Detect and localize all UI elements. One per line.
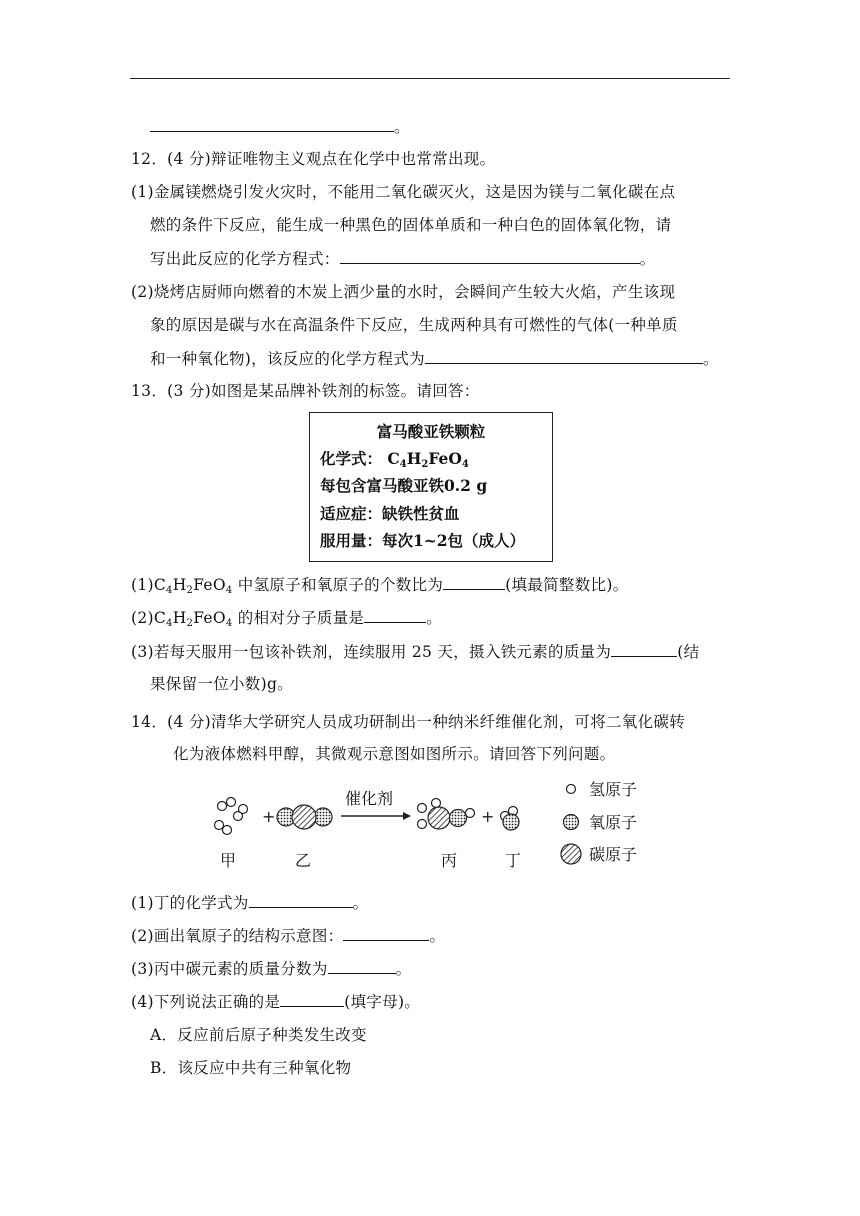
q12-part2-line1: (2)烧烤店厨师向燃着的木炭上洒少量的水时，会瞬间产生较大火焰，产生该现 <box>131 283 676 301</box>
q11-answer-line: 。 <box>150 116 410 137</box>
q14-part2: (2)画出氧原子的结构示意图： 。 <box>131 927 446 945</box>
label-content: 每包含富马酸亚铁0.2 g <box>320 476 488 495</box>
q12-part1-line3: 写出此反应的化学方程式： 。 <box>150 250 656 268</box>
label-jia: 甲 <box>220 851 237 870</box>
reaction-micro-diagram <box>205 778 665 878</box>
molecule-jia-h2 <box>215 798 248 835</box>
answer-blank[interactable] <box>364 607 426 623</box>
legend <box>561 780 637 864</box>
q13-part3-line2: 果保留一位小数)g。 <box>150 675 293 693</box>
legend-carbon: 碳原子 <box>589 845 638 864</box>
q12-part2-line2: 象的原因是碳与水在高温条件下反应，生成两种具有可燃性的气体(一种单质 <box>150 316 678 334</box>
legend-carbon-symbol <box>561 844 581 864</box>
plus-sign: + <box>481 807 495 826</box>
label-ding: 丁 <box>505 851 522 870</box>
label-dosage: 服用量：每次1~2包（成人） <box>320 531 526 550</box>
legend-oxygen: 氧原子 <box>589 813 638 832</box>
page-top-rule <box>130 78 730 79</box>
plus-sign: + <box>262 807 276 826</box>
answer-blank[interactable] <box>425 348 703 364</box>
q14-part1: (1)丁的化学式为 。 <box>131 894 369 912</box>
molecule-bing-methanol <box>418 799 475 830</box>
answer-blank[interactable] <box>340 248 640 264</box>
q14-option-a: A．反应前后原子种类发生改变 <box>150 1026 367 1044</box>
q14-stem-line2: 化为液体燃料甲醇，其微观示意图如图所示。请回答下列问题。 <box>173 745 616 763</box>
answer-blank[interactable] <box>343 925 429 941</box>
q14-stem-line1: 14．(4 分)清华大学研究人员成功研制出一种纳米纤维催化剂，可将二氧化碳转 <box>131 713 686 731</box>
molecule-yi-co2 <box>277 805 332 829</box>
catalyst-label: 催化剂 <box>345 789 394 808</box>
supplement-label <box>309 412 553 562</box>
answer-blank[interactable] <box>611 641 677 657</box>
q13-part2: $(2)C_4H_2FeO_4$ 的相对分子质量是 。 <box>131 609 442 629</box>
q12-part1-line1: (1)金属镁燃烧引发火灾时，不能用二氧化碳灭火，这是因为镁与二氧化碳在点 <box>131 183 676 201</box>
legend-hydrogen-symbol <box>567 785 576 794</box>
label-yi: 乙 <box>295 851 312 870</box>
q14-option-b: B．该反应中共有三种氧化物 <box>150 1059 352 1077</box>
legend-hydrogen: 氢原子 <box>589 780 638 799</box>
legend-oxygen-symbol <box>564 815 579 830</box>
q12-part1-line2: 燃的条件下反应，能生成一种黑色的固体单质和一种白色的固体氧化物，请 <box>150 216 672 234</box>
q13-stem: 13．(3 分)如图是某品牌补铁剂的标签。请回答： <box>131 382 480 400</box>
label-indication: 适应症：缺铁性贫血 <box>320 504 460 523</box>
answer-blank[interactable] <box>280 991 344 1007</box>
q14-part3: (3)丙中碳元素的质量分数为 。 <box>131 960 412 978</box>
q14-part4: (4)下列说法正确的是 (填字母)。 <box>131 993 421 1011</box>
answer-blank[interactable] <box>328 958 396 974</box>
arrow-head <box>403 812 411 820</box>
answer-blank[interactable] <box>150 116 394 132</box>
q13-part1: $(1)C_4H_2FeO_4$ 中氢原子和氧原子的个数比为 (填最简整数比)。 <box>131 576 629 596</box>
label-title: 富马酸亚铁颗粒 <box>376 422 486 441</box>
q13-part3-line1: (3)若每天服用一包该补铁剂，连续服用 25 天，摄入铁元素的质量为 (结 <box>131 643 700 661</box>
molecule-ding-water <box>501 807 520 831</box>
label-formula: 化学式： $C_4H_2FeO_4$ <box>320 449 469 470</box>
q12-part2-line3: 和一种氧化物)，该反应的化学方程式为 。 <box>150 350 719 368</box>
answer-blank[interactable] <box>249 892 353 908</box>
label-bing: 丙 <box>441 851 458 870</box>
answer-blank[interactable] <box>443 574 505 590</box>
q12-stem: 12．(4 分)辩证唯物主义观点在化学中也常常出现。 <box>131 150 496 168</box>
